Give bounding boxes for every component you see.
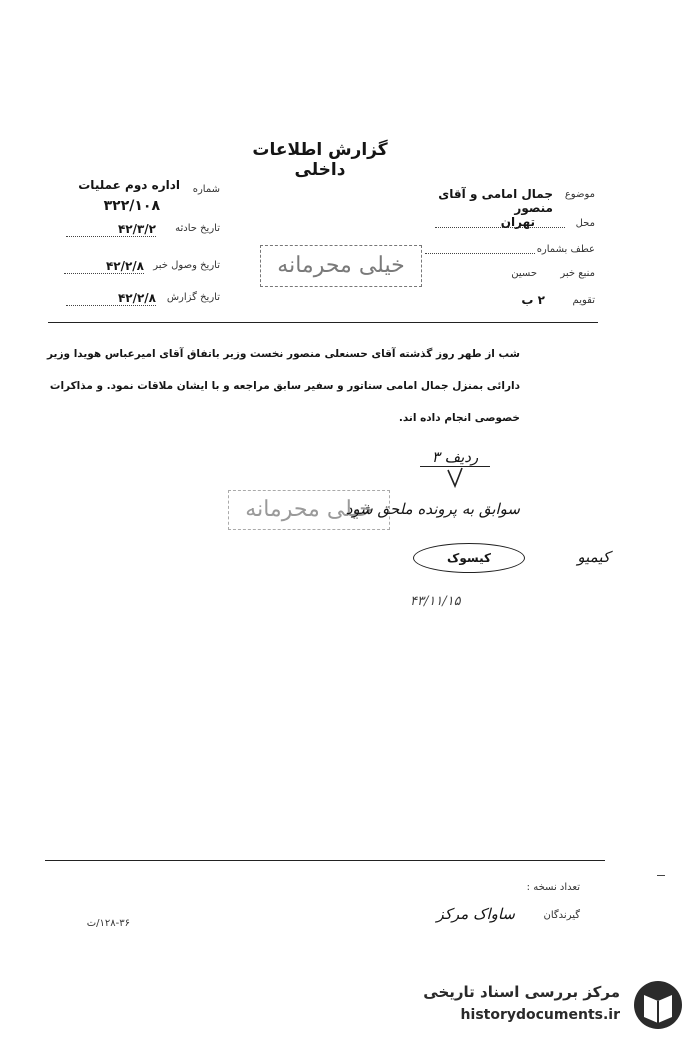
report-body <box>40 348 520 424</box>
watermark <box>405 975 695 1035</box>
classification-stamp: خیلی محرمانه <box>260 245 422 287</box>
report-title: گزارش اطلاعات داخلی <box>252 140 388 180</box>
footer-divider <box>45 860 605 861</box>
document-code: ۱۲۸-۳۶/ت <box>86 918 130 929</box>
receipt-date-value: ۴۲/۲/۸ <box>64 259 144 274</box>
location-label: محل <box>575 218 595 229</box>
location-value: تهران <box>500 215 535 229</box>
right-info-block <box>410 185 595 320</box>
subject-label: موضوع <box>564 189 595 200</box>
checkmark-icon <box>445 466 465 492</box>
classification-stamp-faded: خیلی محرمانه <box>228 490 390 530</box>
receipt-date-label: تاریخ وصول خبر <box>153 260 220 271</box>
report-date-value: ۴۲/۲/۸ <box>66 291 156 306</box>
handwritten-date: ۴۳/۱۱/۱۵ <box>410 594 461 609</box>
report-date-label: تاریخ گزارش <box>166 292 220 303</box>
number-value: ۳۲۲/۱۰۸ <box>103 198 160 214</box>
body-line: خصوصی انجام داده اند. <box>398 412 520 424</box>
source-value: حسین <box>511 268 537 279</box>
subject-value: جمال امامی و آقای منصور <box>438 187 553 215</box>
number-label: شماره <box>192 184 220 195</box>
watermark-url: historydocuments.ir <box>460 1007 620 1023</box>
department-value: اداره دوم عملیات <box>78 178 180 192</box>
signature: کیمیو <box>577 548 610 566</box>
body-line: دارائی بمنزل جمال امامی سناتور و سفیر سابق مراجعه و با ایشان ملاقات نمود. و مذاکرات <box>49 380 520 392</box>
oval-stamp: کیسوک <box>413 543 525 573</box>
watermark-name: مرکز بررسی اسناد تاریخی <box>423 983 620 1001</box>
handwritten-note: ردیف ۳ <box>420 448 490 467</box>
edge-mark <box>657 875 665 876</box>
header-divider <box>48 322 598 323</box>
reference-label: عطف بشماره <box>536 244 595 255</box>
incident-date-value: ۴۲/۳/۲ <box>66 222 156 237</box>
body-line: شب از طهر روز گذشته آقای حسنعلی منصور نخست وزیر باتفاق آقای امیرعباس هویدا وزیر <box>47 348 520 360</box>
rating-value: ۲ ب <box>521 293 545 307</box>
reference-line <box>425 253 535 254</box>
copies-label: تعداد نسخه : <box>526 882 580 893</box>
handwritten-instruction: سوابق به پرونده ملحق شود <box>345 500 520 518</box>
left-info-block <box>60 178 220 313</box>
source-label: منبع خبر <box>560 268 595 279</box>
recipients-note: ساواک مرکز <box>436 905 515 923</box>
incident-date-label: تاریخ حادثه <box>175 223 220 234</box>
book-logo-icon <box>630 979 686 1031</box>
recipients-label: گیرندگان <box>543 910 580 921</box>
rating-label: تقویم <box>572 295 595 306</box>
